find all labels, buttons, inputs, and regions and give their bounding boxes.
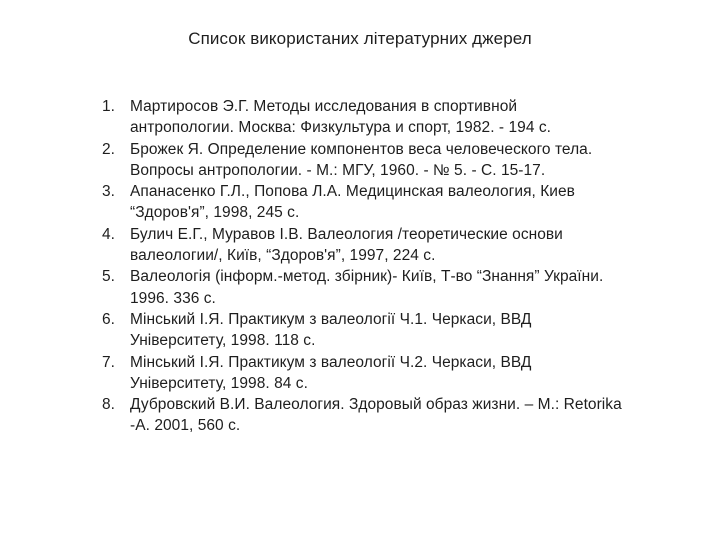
list-item [102, 181, 662, 224]
list-item [102, 266, 662, 309]
list-item [102, 352, 662, 395]
list-item [102, 96, 662, 139]
list-item-text-line: Університету, 1998. 84 с. [130, 374, 308, 392]
list-item-text-line: Брожек Я. Определение компонентов веса человеческого тела. [130, 140, 593, 158]
list-item-number: 5. [102, 268, 116, 286]
list-item-number: 4. [102, 225, 116, 243]
list-item-text-line: Мінський І.Я. Практикум з валеології Ч.1. Черкаси, ВВД [130, 310, 532, 328]
list-item-number: 1. [102, 98, 116, 115]
reference-list [102, 96, 662, 437]
list-item-text-line: -А. 2001, 560 с. [130, 417, 241, 435]
list-item-number: 2. [102, 140, 116, 158]
list-item [102, 139, 662, 182]
list-item [102, 309, 662, 352]
list-item-text-line: антропологии. Москва: Физкультура и спорт, 1982. - 194 с. [130, 119, 552, 137]
list-item-number: 7. [102, 353, 116, 371]
list-item-text-line: Апанасенко Г.Л., Попова Л.А. Медицинская валеология, Киев [130, 183, 575, 201]
list-item-text-line: Мінський І.Я. Практикум з валеології Ч.2. Черкаси, ВВД [130, 353, 532, 371]
list-item-number: 8. [102, 396, 116, 414]
list-item-text-line: Вопросы антропологии. - М.: МГУ, 1960. - № 5. - С. 15-17. [130, 161, 546, 179]
list-item-number: 3. [102, 183, 116, 201]
list-item-text-line: Університету, 1998. 118 с. [130, 332, 316, 350]
list-item [102, 394, 662, 437]
list-item-text-line: 1996. 336 с. [130, 289, 216, 307]
list-item-text-line: валеологии/, Київ, “Здоров'я”, 1997, 224 с. [130, 247, 436, 265]
list-item [102, 224, 662, 267]
list-item-text-line: Дубровский В.И. Валеология. Здоровый образ жизни. – М.: Retorika [130, 396, 622, 414]
list-item-number: 6. [102, 310, 116, 328]
list-item-text-line: Валеологія (інформ.-метод. збірник)- Київ, Т-во “Знання” України. [130, 268, 604, 286]
list-item-text-line: “Здоров'я”, 1998, 245 с. [130, 204, 300, 222]
list-item-text-line: Мартиросов Э.Г. Методы исследования в спортивной [130, 98, 518, 115]
page-title: Список використаних літературних джерел [188, 29, 532, 48]
list-item-text-line: Булич Е.Г., Муравов І.В. Валеология /теоретические основи [130, 225, 563, 243]
